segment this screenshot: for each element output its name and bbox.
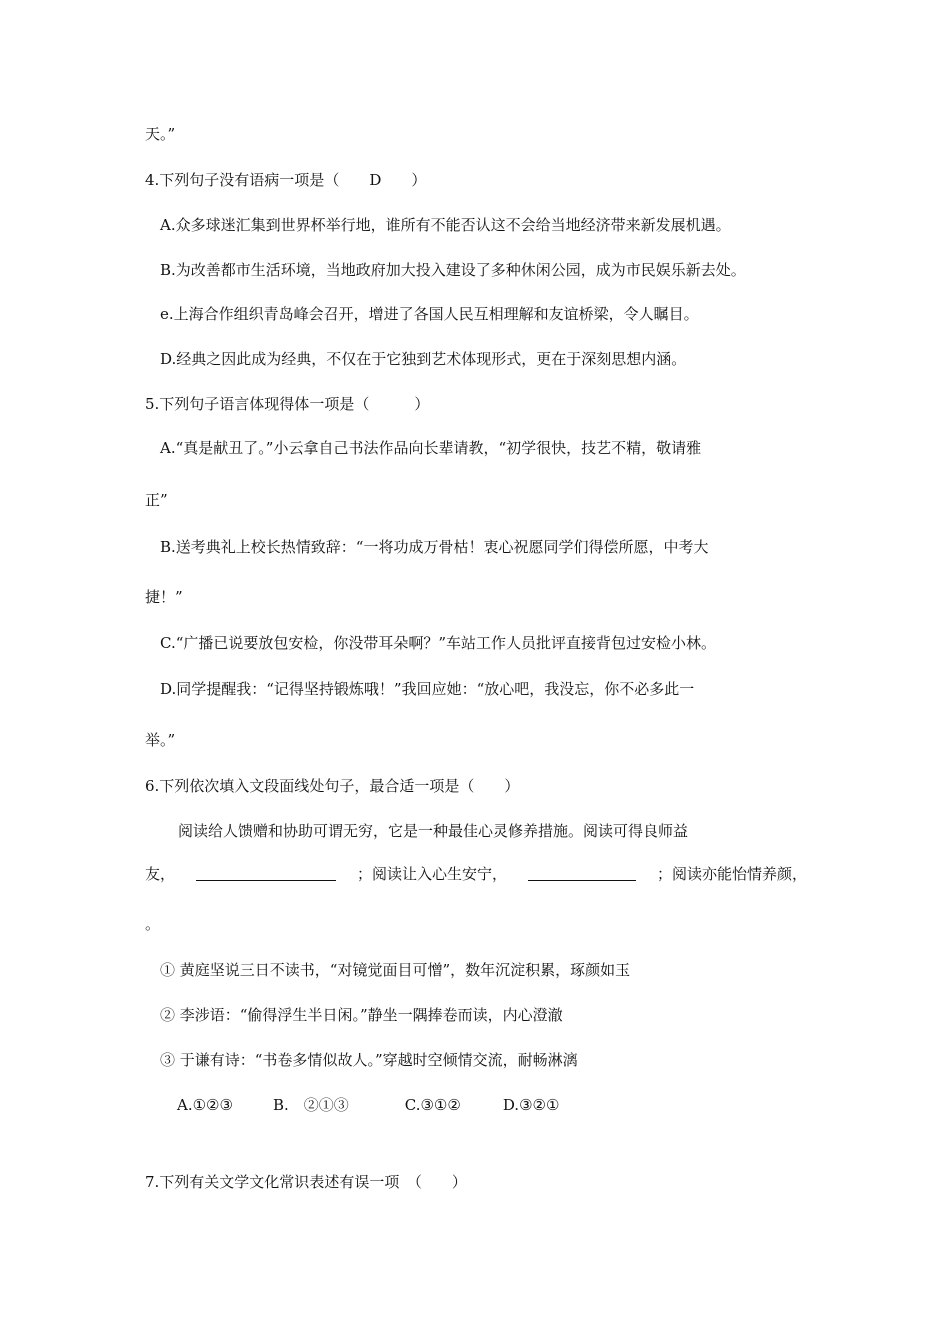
q4-option-b: B.为改善都市生活环境，当地政府加大投入建设了多种休闲公园，成为市民娱乐新去处。 xyxy=(160,261,746,279)
q5-option-b-cont: 捷！” xyxy=(145,588,183,606)
q4-option-a: A.众多球迷汇集到世界杯举行地，谁所有不能否认这不会给当地经济带来新发展机遇。 xyxy=(160,216,731,234)
q6-passage: 阅读给人馈赠和协助可谓无穷，它是一种最佳心灵修养措施。阅读可得良师益 xyxy=(178,822,689,840)
q5-option-c: C.“广播已说要放包安检，你没带耳朵啊？”车站工作人员批评直接背包过安检小林。 xyxy=(160,634,717,652)
question-6: 6.下列依次填入文段面线处句子，最合适一项是（ ） xyxy=(145,777,520,795)
q6-option-b: B. ②①③ xyxy=(272,1096,349,1114)
q5-option-a: A.“真是献丑了。”小云拿自己书法作品向长辈请教，“初学很快，技艺不精，敬请雅 xyxy=(160,439,702,457)
q6-sentence-3: ③ 于谦有诗：“书卷多情似故人。”穿越时空倾情交流，耐畅淋漓 xyxy=(160,1051,578,1069)
q5-option-b: B.送考典礼上校长热情致辞：“一将功成万骨枯！衷心祝愿同学们得偿所愿，中考大 xyxy=(160,538,709,556)
passage-text: ；阅读亦能怡情养颜， xyxy=(656,865,807,883)
q5-option-a-cont: 正” xyxy=(145,491,168,509)
question-7: 7.下列有关文学文化常识表述有误一项 （ ） xyxy=(145,1173,467,1191)
passage-text: 友， xyxy=(145,865,176,883)
q4-option-d: D.经典之因此成为经典，不仅在于它独到艺术体现形式，更在于深刻思想内涵。 xyxy=(160,350,687,368)
q5-option-d-cont: 举。” xyxy=(145,731,176,749)
q5-option-d: D.同学提醒我：“记得坚持锻炼哦！”我回应她：“放心吧，我没忘，你不必多此一 xyxy=(160,680,695,698)
q6-passage-end: 。 xyxy=(145,915,161,933)
q6-option-d: D.③②① xyxy=(502,1096,560,1114)
passage-text: ；阅读让入心生安宁， xyxy=(356,865,507,883)
q6-option-a: A.①②③ xyxy=(177,1096,233,1114)
q4-option-c: e.上海合作组织青岛峰会召开，增进了各国人民互相理解和友谊桥梁，令人瞩目。 xyxy=(160,305,699,323)
q6-passage-fill-line xyxy=(145,864,807,884)
q6-sentence-2: ② 李涉语：“偷得浮生半日闲。”静坐一隅捧卷而读，内心澄澈 xyxy=(160,1006,563,1024)
q6-sentence-1: ① 黄庭坚说三日不读书，“对镜觉面目可憎”，数年沉淀积累，琢颜如玉 xyxy=(160,961,631,979)
question-4: 4.下列句子没有语病一项是（ D ） xyxy=(145,171,427,189)
text-line: 天。” xyxy=(145,125,176,143)
q6-option-c: C.③①② xyxy=(404,1096,461,1114)
fill-blank-1 xyxy=(196,864,336,881)
q6-options xyxy=(177,1095,559,1115)
question-5: 5.下列句子语言体现得体一项是（ ） xyxy=(145,395,430,413)
fill-blank-2 xyxy=(528,864,636,881)
